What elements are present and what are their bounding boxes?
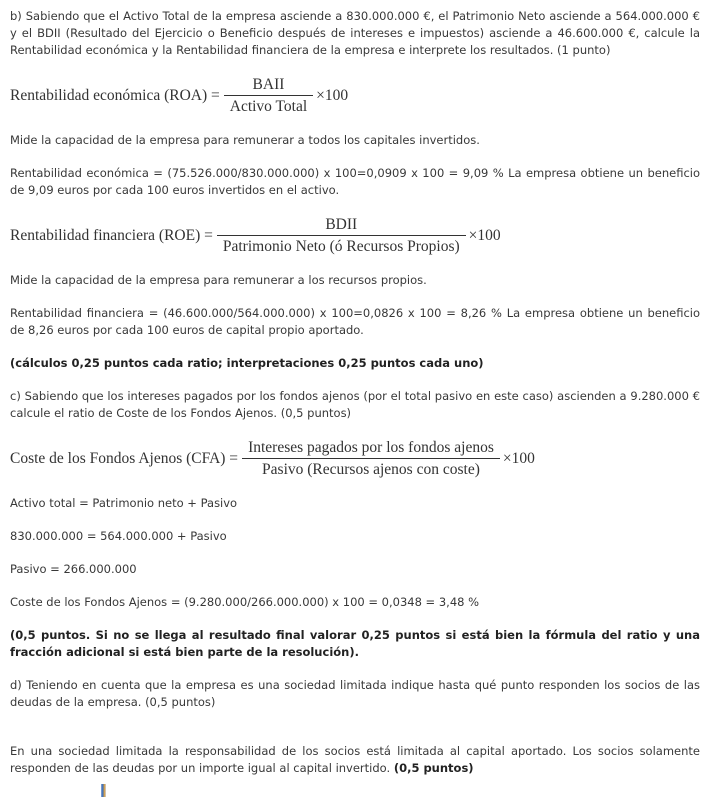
roa-formula-numerator: BAII	[224, 75, 313, 96]
roa-formula-lhs: Rentabilidad económica (ROA) =	[10, 87, 220, 104]
roe-formula-numerator: BDII	[217, 215, 466, 236]
blank-line-spacer	[10, 727, 700, 743]
roe-interpretation-note: Mide la capacidad de la empresa para remunerar a los recursos propios.	[10, 273, 427, 287]
roa-formula-multiplier: ×100	[316, 87, 349, 104]
calc-line-pasivo: Pasivo = 266.000.000	[10, 562, 137, 576]
calc-line-cfa-result: Coste de los Fondos Ajenos = (9.280.000/266.000.000) x 100 = 0,0348 = 3,48 %	[10, 595, 480, 609]
partial-image-icon	[101, 784, 106, 797]
cfa-formula-fraction	[242, 438, 500, 479]
roe-formula	[10, 215, 700, 256]
roa-formula-fraction	[224, 75, 313, 116]
roe-formula-denominator: Patrimonio Neto (ó Recursos Propios)	[222, 238, 460, 255]
cfa-formula-denominator: Pasivo (Recursos ajenos con coste)	[262, 461, 480, 478]
roa-formula	[10, 75, 700, 116]
scoring-note-c: (0,5 puntos. Si no se llega al resultado final valorar 0,25 puntos si está bien la fórmula del ratio y una fracción adicional si está bien parte de la resolución).	[10, 628, 700, 659]
question-c-paragraph: c) Sabiendo que los intereses pagados por los fondos ajenos (por el total pasivo en este caso) ascienden a 9.280.000 € calcule el ratio de Coste de los Fondos Ajenos. (0,5 puntos)	[10, 389, 700, 420]
answer-d-score: (0,5 puntos)	[393, 761, 474, 775]
cfa-formula	[10, 438, 700, 479]
roa-calculation-paragraph: Rentabilidad económica = (75.526.000/830.000.000) x 100=0,0909 x 100 = 9,09 % La empresa obtiene un beneficio de 9,09 euros por cada 100 euros invertidos en el activo.	[10, 166, 700, 197]
roe-formula-multiplier: ×100	[468, 227, 501, 244]
question-b-paragraph: b) Sabiendo que el Activo Total de la empresa asciende a 830.000.000 €, el Patrimonio Neto asciende a 564.000.000 € y el BDII (Resultado del Ejercicio o Beneficio después de intereses e impuestos) asciende a 46.600.000 €, calcule la Rentabilidad económica y la Rentabilidad financiera de la empresa e interprete los resultados. (1 punto)	[10, 9, 700, 57]
question-d-paragraph: d) Teniendo en cuenta que la empresa es una sociedad limitada indique hasta qué punto responden los socios de las deudas de la empresa. (0,5 puntos)	[10, 678, 700, 709]
cfa-formula-multiplier: ×100	[502, 450, 535, 467]
cfa-formula-numerator: Intereses pagados por los fondos ajenos	[242, 438, 500, 459]
roe-calculation-paragraph: Rentabilidad financiera = (46.600.000/564.000.000) x 100=0,0826 x 100 = 8,26 % La empresa obtiene un beneficio de 8,26 euros por cada 100 euros de capital propio aportado.	[10, 306, 700, 337]
scoring-note-b: (cálculos 0,25 puntos cada ratio; interpretaciones 0,25 puntos cada uno)	[10, 356, 484, 370]
cfa-formula-lhs: Coste de los Fondos Ajenos (CFA) =	[10, 450, 239, 467]
roa-formula-denominator: Activo Total	[229, 98, 308, 115]
roe-formula-fraction	[217, 215, 466, 256]
answer-d-text: En una sociedad limitada la responsabilidad de los socios está limitada al capital aportado. Los socios solamente responden de las deudas por un importe igual al capital invertido.	[10, 744, 700, 775]
answer-d-paragraph	[10, 743, 700, 777]
calc-line-equation: 830.000.000 = 564.000.000 + Pasivo	[10, 529, 227, 543]
roe-formula-lhs: Rentabilidad financiera (ROE) =	[10, 227, 213, 244]
calc-line-activo-total: Activo total = Patrimonio neto + Pasivo	[10, 496, 238, 510]
roa-interpretation-note: Mide la capacidad de la empresa para remunerar a todos los capitales invertidos.	[10, 133, 480, 147]
